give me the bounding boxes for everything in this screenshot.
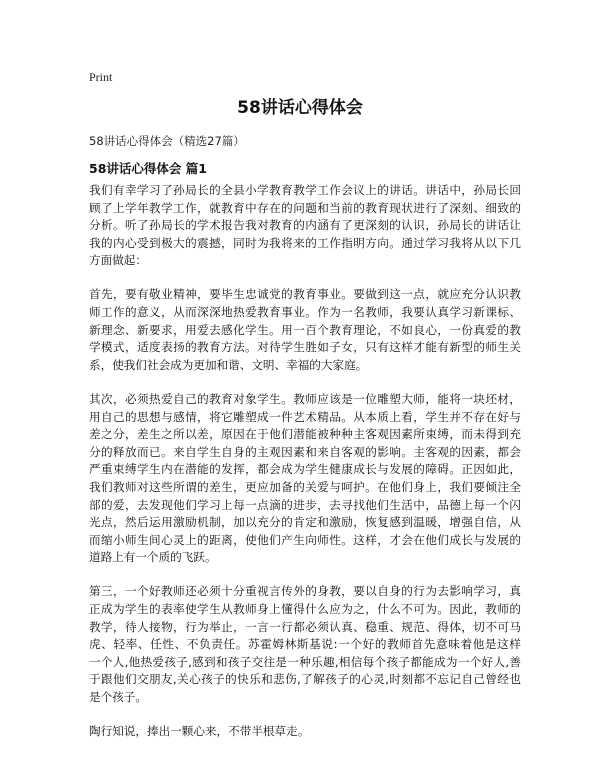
text-line: 我们教师对这些所谓的差生，更应加备的关爱与呵护。在他们身上，我们要倾注全 (89, 479, 521, 494)
document-subtitle: 58讲话心得体会（精选27篇） (89, 134, 245, 148)
text-line: 顾了上学年教学工作，就教育中存在的问题和当前的教育现状进行了深刻、细致的 (89, 200, 521, 215)
paragraph-5 (89, 723, 521, 741)
text-line: 而缩小师生间心灵上的距离，使他们产生向师性。这样，才会在他们成长与发展的 (89, 532, 521, 547)
text-line: 严重束缚学生内在潜能的发挥，都会成为学生健康成长与发展的障碍。正因如此， (89, 462, 521, 477)
text-line: 我的内心受到极大的震撼，同时为我将来的工作指明方向。通过学习我将从以下几 (89, 235, 521, 250)
text-line: 道路上有一个质的飞跃。 (89, 550, 217, 565)
text-line: 虎、轻率、任性、不负责任。苏霍姆林斯基说:一个好的教师首先意味着他是这样 (89, 637, 521, 652)
text-line: 用自己的思想与感情，将它雕塑成一件艺术精品。从本质上看，学生并不存在好与 (89, 409, 521, 424)
text-line: 分的释放而已。来自学生自身的主观因素和来自客观的影响。主客观的因素，都会 (89, 444, 521, 459)
text-line: 师工作的意义，从而深深地热爱教育事业。作为一名教师，我要认真学习新课标、 (89, 305, 521, 320)
text-line: 正成为学生的表率使学生从教师身上懂得什么应为之，什么不可为。因此，教师的 (89, 601, 521, 616)
text-line: 教学，待人接物，行为举止，一言一行都必须认真、稳重、规范、得体，切不可马 (89, 619, 521, 634)
print-link[interactable]: Print (89, 70, 113, 84)
text-line: 新理念、新要求，用爱去感化学生。用一百个教育理论，不如良心，一份真爱的教 (89, 322, 521, 337)
section-heading: 58讲话心得体会 篇1 (89, 161, 207, 176)
text-line: 我们有幸学习了孙局长的全县小学教育教学工作会议上的讲话。讲话中，孙局长回 (89, 183, 521, 197)
text-line: 分析。听了孙局长的学术报告我对教育的内涵有了更深刻的认识，孙局长的讲话让 (89, 218, 521, 233)
article-body (89, 182, 521, 757)
text-line: 是个孩子。 (89, 689, 147, 704)
text-line: 学模式，适度表扬的教育方法。对待学生胜如子女，只有这样才能有新型的师生关 (89, 340, 521, 355)
paragraph-1 (89, 182, 521, 270)
text-line: 第三，一个好教师还必须十分重视言传外的身教，要以自身的行为去影响学习，真 (89, 584, 521, 599)
paragraph-4 (89, 583, 521, 706)
text-line: 首先，要有敬业精神，要毕生忠诚党的教育事业。要做到这一点，就应充分认识教 (89, 287, 521, 302)
text-line: 陶行知说，捧出一颗心来，不带半根草走。 (89, 724, 310, 739)
paragraph-2 (89, 286, 521, 374)
text-line: 一个人,他热爱孩子,感到和孩子交往是一种乐趣,相信每个孩子都能成为一个好人,善 (89, 654, 521, 669)
text-line: 方面做起： (89, 253, 147, 268)
paragraph-3 (89, 391, 521, 567)
text-line: 系，使我们社会成为更加和谐、文明、幸福的大家庭。 (89, 357, 368, 372)
text-line: 其次，必须热爱自己的教育对象学生。教师应该是一位雕塑大师，能将一块坯材， (89, 391, 521, 406)
document-title: 58讲话心得体会 (237, 98, 363, 118)
text-line: 光点，然后运用激励机制，加以充分的肯定和激励，恢复感到温暖，增强自信，从 (89, 515, 521, 530)
text-line: 差之分，差生之所以差，原因在于他们潜能被种种主客观因素所束缚，而未得到充 (89, 427, 521, 442)
text-line: 于跟他们交朋友,关心孩子的快乐和悲伤,了解孩子的心灵,时刻都不忘记自己曾经也 (89, 672, 521, 687)
text-line: 部的爱，去发现他们学习上每一点滴的进步，去寻找他们生活中，品德上每一个闪 (89, 497, 521, 512)
